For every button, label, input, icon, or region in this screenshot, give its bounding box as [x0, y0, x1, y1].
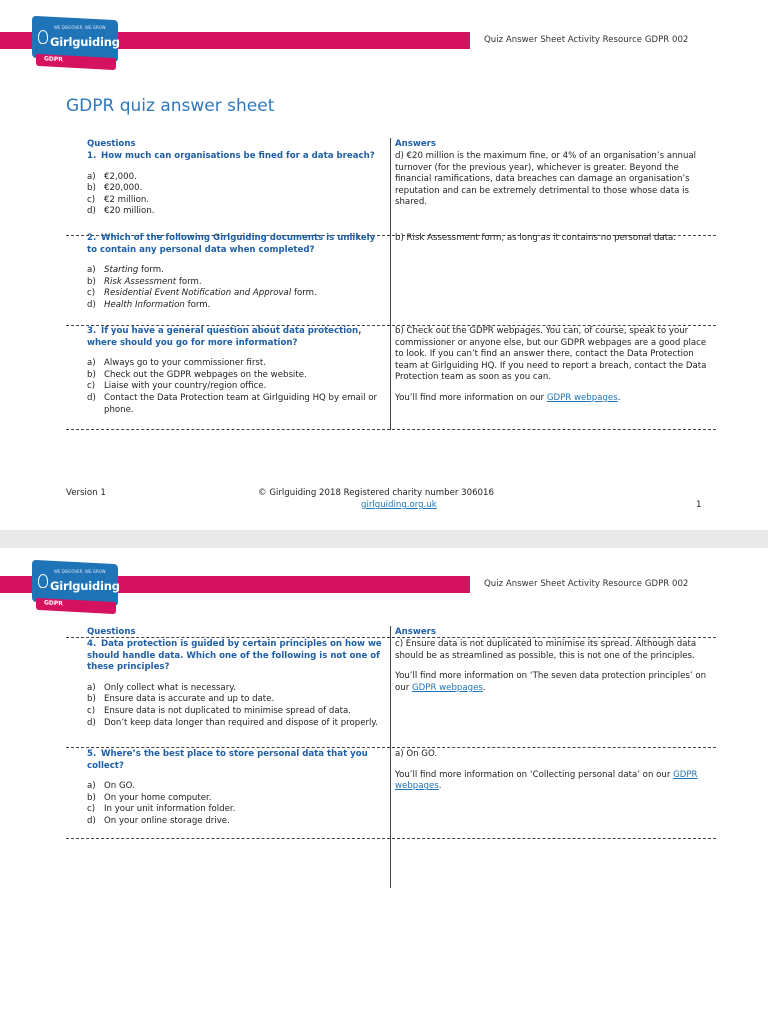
option-item: c) Ensure data is not duplicated to minimise spread of data.	[87, 705, 351, 716]
question-text: Where’s the best place to store personal data that you collect?	[87, 749, 368, 771]
trefoil-icon	[38, 574, 48, 588]
options-list	[87, 781, 387, 827]
footer-version: Version 1	[66, 488, 106, 498]
question-row: 2. Which of the following Girlguiding documents is unlikely to contain any personal data when completed? a) Starting form. b) Risk Assessment form. c) Residential Event Notification and Approval form. d) Health Information form.	[87, 233, 387, 312]
answer-cell	[395, 639, 713, 703]
options-list	[87, 358, 387, 416]
answer-text: d) €20 million is the maximum fine, or 4% of an organisation’s annual turnover (for the previous year), whichever is greater. Beyond the financial ramifications, data breaches can damage an organisation’s reputation and can be extremely detrimental to those whose data is shared.	[395, 151, 697, 208]
resource-label: Quiz Answer Sheet Activity Resource GDPR 002	[470, 576, 768, 593]
question-text: Which of the following Girlguiding documents is unlikely to contain any personal data when completed?	[87, 233, 376, 255]
questions-header: Questions	[87, 627, 136, 637]
answer-more: You’ll find more information on ‘Collecting personal data’ on our GDPR webpages.	[395, 769, 698, 792]
resource-label: Quiz Answer Sheet Activity Resource GDPR 002	[470, 32, 768, 49]
option-item: b) Ensure data is accurate and up to date.	[87, 694, 275, 705]
row-divider	[66, 747, 716, 748]
gdpr-webpages-link[interactable]: GDPR webpages	[546, 392, 618, 403]
option-item: c) €2 million.	[87, 194, 150, 205]
option-item: b) €20,000.	[87, 183, 143, 194]
option-item: d) Health Information form.	[87, 299, 211, 310]
gdpr-webpages-link[interactable]: GDPR webpages	[411, 682, 483, 693]
answer-cell	[395, 326, 713, 414]
answer-text: b) Risk Assessment form, as long as it contains no personal data.	[395, 233, 677, 243]
answers-header: Answers	[395, 139, 437, 149]
column-divider	[390, 138, 391, 430]
answer-more: You’ll find more information on ‘The seven data protection principles’ on our GDPR webpages.	[395, 671, 707, 693]
footer-website-link[interactable]: girlguiding.org.uk	[361, 500, 437, 510]
question-row: 5. Where’s the best place to store personal data that you collect? a) On GO. b) On your home computer. c) In your unit information folder. d) On your online storage drive.	[87, 749, 387, 828]
option-item: a) Starting form.	[87, 265, 164, 276]
options-list	[87, 683, 387, 729]
column-divider	[390, 626, 391, 888]
option-item: a) Only collect what is necessary.	[87, 682, 236, 693]
document-page-2	[0, 548, 768, 1024]
answer-text: c) Ensure data is not duplicated to minimise its spread. Although data should be as streamlined as possible, this is not one of the principles.	[395, 639, 697, 661]
option-item: b) On your home computer.	[87, 792, 212, 803]
option-item: b) Check out the GDPR webpages on the website.	[87, 369, 307, 380]
footer-page-number: 1	[696, 500, 702, 510]
question-text: Data protection is guided by certain principles on how we should handle data. Which one of the following is not one of these principles?	[87, 639, 382, 673]
option-item: d) Don’t keep data longer than required and dispose of it properly.	[87, 717, 379, 728]
row-divider	[66, 637, 716, 638]
question-row: 1. How much can organisations be fined for a data breach? a) €2,000. b) €20,000. c) €2 million. d) €20 million.	[87, 151, 387, 218]
answer-text: b) Check out the GDPR webpages. You can, of course, speak to your commissioner or anyone else, but our GDPR webpages are a good place to look. If you can’t find an answer there, contact the Data Protection team at Girlguiding HQ. If you need to report a breach, contact the Data Protection team as soon as you can.	[395, 326, 707, 383]
questions-header: Questions	[87, 139, 136, 149]
answer-more: You’ll find more information on our GDPR webpages.	[395, 392, 621, 403]
answers-header: Answers	[395, 627, 437, 637]
option-item: d) On your online storage drive.	[87, 815, 230, 826]
option-item: b) Risk Assessment form.	[87, 276, 202, 287]
footer-copyright: © Girlguiding 2018 Registered charity number 306016	[258, 488, 494, 498]
girlguiding-logo: WE DISCOVER, WE GROW Girlguiding GDPR	[32, 562, 118, 614]
question-text: How much can organisations be fined for a data breach?	[101, 151, 375, 161]
options-list	[87, 265, 387, 311]
question-text: If you have a general question about data protection, where should you go for more information?	[87, 326, 362, 348]
girlguiding-logo: WE DISCOVER, WE GROW Girlguiding GDPR	[32, 18, 118, 70]
gdpr-webpages-link[interactable]: GDPR webpages	[395, 769, 698, 792]
option-item: d) €20 million.	[87, 206, 155, 217]
row-divider	[66, 838, 716, 839]
option-item: a) Always go to your commissioner first.	[87, 358, 266, 369]
page-title: GDPR quiz answer sheet	[66, 96, 275, 116]
answer-cell	[395, 233, 713, 254]
option-item: a) On GO.	[87, 781, 135, 792]
question-row: 4. Data protection is guided by certain principles on how we should handle data. Which one of the following is not one of these principles? a) Only collect what is necessary. b) Ensure data is accurate and up to date. c) Ensure data is not duplicated to minimise spread of data. d) Don’t keep data longer than required and dispose of it properly.	[87, 639, 387, 729]
option-item: c) In your unit information folder.	[87, 804, 236, 815]
page-gap	[0, 530, 768, 548]
answer-cell	[395, 749, 713, 802]
answer-cell	[395, 151, 713, 218]
option-item: c) Residential Event Notification and Approval form.	[87, 288, 317, 299]
question-row: 3. If you have a general question about data protection, where should you go for more information? a) Always go to your commissioner first. b) Check out the GDPR webpages on the website. c) Liaise with your country/region office. d) Contact the Data Protection team at Girlguiding HQ by email or phone.	[87, 326, 387, 416]
option-item: a) €2,000.	[87, 171, 137, 182]
options-list	[87, 172, 387, 218]
option-item: d) Contact the Data Protection team at Girlguiding HQ by email or phone.	[87, 392, 378, 415]
trefoil-icon	[38, 30, 48, 44]
answer-text: a) On GO.	[395, 749, 438, 759]
row-divider	[66, 429, 716, 430]
option-item: c) Liaise with your country/region office.	[87, 381, 267, 392]
